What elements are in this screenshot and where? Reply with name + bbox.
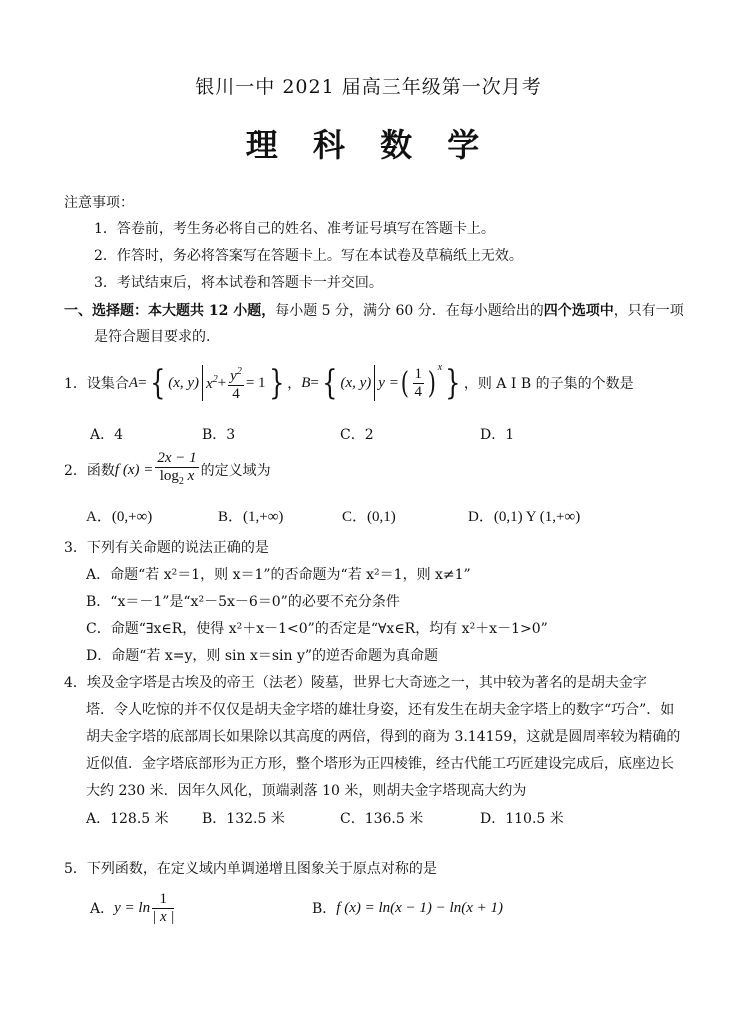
set-bar (202, 365, 203, 401)
question-2-stem (64, 448, 271, 492)
right-brace-icon: } (268, 363, 284, 403)
q2-den: $\log_2 x$ (159, 468, 195, 487)
q1-option-d: D．1 (480, 427, 515, 443)
q3-option-d: D．命题“若 x=y，则 sin x＝sin y”的逆否命题为真命题 (86, 648, 439, 664)
section-rule: 每小题 5 分，满分 60 分．在每小题给出的 (275, 303, 544, 319)
section-line-2: 是符合题目要求的. (94, 329, 211, 345)
q2-suffix: 的定义域为 (200, 463, 271, 479)
q1-plus: + (217, 374, 227, 391)
q1-comma: ， (287, 376, 302, 392)
q1-quarter-frac (413, 366, 425, 401)
q1-y2-num: $y^2$ (228, 363, 244, 386)
exam-title: 银川一中 2021 届高三年级第一次月考 (195, 76, 542, 98)
q1-exponent: x (437, 362, 443, 373)
q1-den: 4 (232, 386, 240, 402)
section-prefix: 一、选择题： (64, 303, 148, 319)
q5-b-expr: f (x) = ln(x − 1) − ln(x + 1) (336, 899, 503, 916)
q4-line-5: 大约 230 米．因年久风化，顶端剥落 10 米，则胡夫金字塔现高大约为 (86, 783, 527, 799)
q2-prefix: 2．函数 (64, 463, 115, 479)
q1-prefix: 1．设集合 (64, 376, 129, 392)
q2-option-b: B．(1,+∞) (218, 509, 284, 525)
q1-suffix: ，则 A I B 的子集的个数是 (463, 376, 634, 392)
q4-line-1: 4．埃及金字塔是古埃及的帝王（法老）陵墓，世界七大奇迹之一，其中较为著名的是胡夫金字 (64, 675, 647, 691)
q5-a-lhs: y = ln (114, 899, 151, 916)
q2-num: 2x − 1 (157, 450, 197, 466)
q4-line-3: 胡夫金字塔的底部周长如果除以其高度的两倍，得到的商为 3.14159，这就是圆周率较为精确的 (86, 729, 681, 745)
notice-item-1: 1．答卷前，考生务必将自己的姓名、准考证号填写在答题卡上。 (94, 221, 495, 237)
q1-eq-b: = (310, 374, 319, 391)
q1-eq: = (138, 374, 147, 391)
notice-item-3: 3．考试结束后，将本试卷和答题卡一并交回。 (94, 275, 383, 291)
q5-a-den: | x | (152, 908, 175, 925)
q4-option-a: A．128.5 米 (86, 811, 169, 827)
q2-frac (155, 450, 198, 490)
q5-b-label: B． (312, 901, 337, 917)
q3-option-b: B．“x＝－1”是“x²－5x－6＝0”的必要不充分条件 (86, 594, 400, 610)
q1-one: 1 (414, 365, 423, 382)
q1-set-b: B (301, 374, 311, 391)
q2-fx: f (x) = (114, 461, 154, 478)
section-emph: 四个选项中 (543, 303, 614, 319)
notice-heading: 注意事项： (64, 195, 134, 211)
q5-a-num: 1 (152, 891, 174, 909)
q1-option-b: B．3 (202, 427, 236, 443)
q3-stem: 3．下列有关命题的说法正确的是 (64, 540, 269, 556)
q1-xy-a: (x, y) (168, 374, 200, 391)
q5-stem: 5．下列函数，在定义域内单调递增且图象关于原点对称的是 (64, 861, 437, 877)
q5-option-a (90, 886, 176, 930)
q1-eq1: = 1 (245, 374, 266, 391)
section-end: ，只有一项 (613, 303, 684, 319)
q1-y2-frac (228, 363, 244, 403)
section-heading (64, 300, 684, 320)
subject-title: 理 科 数 学 (245, 126, 492, 164)
right-brace-icon: } (445, 363, 461, 403)
q4-option-c: C．136.5 米 (340, 811, 424, 827)
q5-option-b (312, 898, 503, 918)
left-brace-icon: { (149, 363, 165, 403)
q4-option-b: B．132.5 米 (202, 811, 285, 827)
right-paren-icon: ) (427, 365, 436, 401)
q1-xy-b: (x, y) (340, 374, 372, 391)
q5-a-label: A． (90, 901, 115, 917)
q3-option-c: C．命题“∃x∈R，使得 x²＋x－1<0”的否定是“∀x∈R，均有 x²＋x－1>0” (86, 621, 548, 637)
q2-option-c: C．(0,1) (342, 509, 396, 525)
q4-line-4: 近似值．金字塔底部形为正方形，整个塔形为正四棱锥，经古代能工巧匠建设完成后，底座边长 (86, 756, 674, 772)
q5-a-frac (152, 891, 174, 926)
q1-set-a: A (128, 374, 139, 391)
notice-item-2: 2．作答时，务必将答案写在答题卡上。写在本试卷及草稿纸上无效。 (94, 248, 523, 264)
q4-line-2: 塔．令人吃惊的并不仅仅是胡夫金字塔的雄壮身姿，还有发生在胡夫金字塔上的数字“巧合”．如 (86, 702, 675, 718)
section-count: 本大题共 12 小题， (148, 303, 276, 319)
q1-four: 4 (414, 383, 423, 400)
set-bar (374, 365, 375, 401)
q3-option-a: A．命题“若 x²＝1，则 x＝1”的否命题为“若 x²＝1，则 x≠1” (86, 567, 471, 583)
q1-option-c: C．2 (340, 427, 374, 443)
q1-x2: $x^2$ (206, 373, 218, 392)
q1-option-a: A．4 (90, 427, 124, 443)
q1-cond-y: y = (378, 374, 399, 391)
q2-option-a: A．(0,+∞) (86, 509, 153, 525)
left-brace-icon: { (322, 363, 338, 403)
question-1-stem (64, 356, 634, 410)
q4-option-d: D．110.5 米 (480, 811, 564, 827)
left-paren-icon: ( (400, 365, 409, 401)
q2-option-d: D．(0,1) Y (1,+∞) (468, 509, 581, 525)
